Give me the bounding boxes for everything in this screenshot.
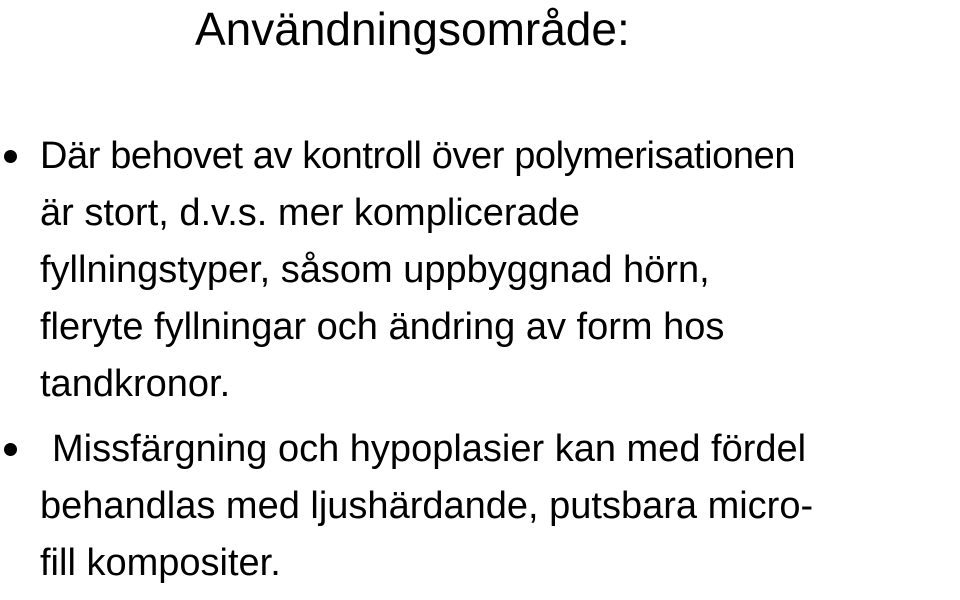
bullet-2-line-2: behandlas med ljushärdande, putsbara micro-	[40, 485, 814, 527]
bullet-2-line-1: Missfärgning och hypoplasier kan med fördel	[52, 428, 807, 470]
bullet-item-2	[0, 421, 960, 592]
bullet-1-line-5: tandkronor.	[40, 363, 231, 405]
bullet-1-line-2: är stort, d.v.s. mer komplicerade	[40, 192, 580, 234]
bullet-dot-icon	[4, 150, 17, 163]
slide-title: Användningsområde:	[195, 3, 630, 55]
bullet-1-line-3: fyllningstyper, såsom uppbyggnad hörn,	[40, 249, 710, 291]
bullet-1-line-4: fleryte fyllningar och ändring av form hos	[40, 306, 725, 348]
bullet-list	[0, 128, 960, 592]
bullet-item-1	[0, 128, 960, 413]
bullet-dot-icon	[4, 443, 17, 456]
bullet-2-line-3: fill kompositer.	[40, 542, 281, 584]
bullet-1-line-1: Där behovet av kontroll över polymerisationen	[40, 135, 796, 177]
